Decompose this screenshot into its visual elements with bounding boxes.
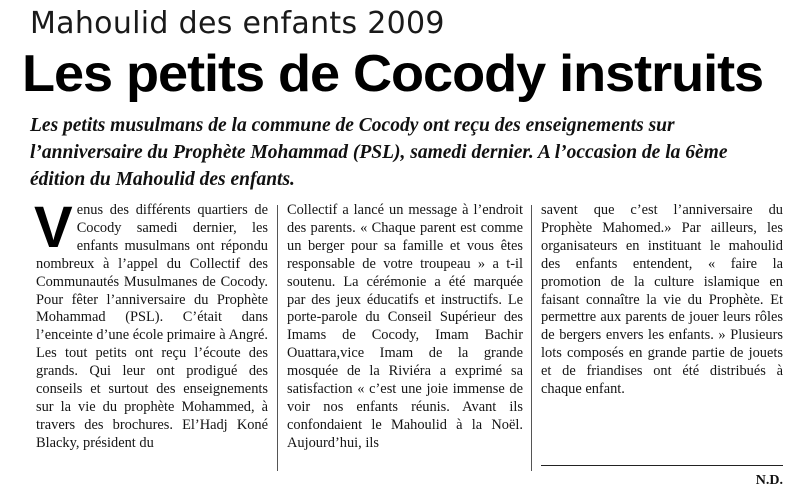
signature-rule [541,465,783,466]
article-column-2 [287,202,523,453]
article-lead: Les petits musulmans de la commune de Cocody ont reçu des enseignements sur l’anniversaire du Prophète Mohammad (PSL), samedi dernier. A l’occasion de la 6ème édition du Mahoulid des enfants. [30,115,728,190]
column-divider [277,205,278,471]
article-kicker: Mahoulid des enfants 2009 [30,6,445,41]
column-1-text: enus des différents quartiers de Cocody samedi dernier, les enfants musulmans ont répondu nombreux à l’appel du Collectif des Communautés Musulmanes de Cocody. Pour fêter l’anniversaire du Prophète Mohammad (PSL). C’était dans l’enceinte d’une école primaire à Angré. Les tout petits ont reçu l’écoute des grands. Qui leur ont prodigué des conseils et surtout des enseignements sur la vie du prophète Mohammed, à travers des brochures. El’Hadj Koné Blacky, président du [36,202,268,451]
article-signature: N.D. [755,473,783,488]
column-3-text: savent que c’est l’anniversaire du Prophète Mahomed.» Par ailleurs, les organisateurs en instituant le mahoulid des enfants entendent, « faire la promotion de la culture islamique en faisant connaître la vie du Prophète. Et permettre aux parents de jouer leurs rôles de bergers envers les enfants. » Plusieurs lots composés en grande partie de jouets et de friandises ont été distribués à chaque enfant. [541,202,783,398]
article-headline: Les petits de Cocody instruits [22,45,764,103]
column-divider [531,205,532,471]
article-column-1 [34,195,268,453]
column-2-text: Collectif a lancé un message à l’endroit des parents. « Chaque parent est comme un berger pour sa famille et vous êtes responsable de votre troupeau » a t-il soutenu. La cérémonie a été marquée par des jeux éducatifs et instructifs. Le porte-parole du Conseil Supérieur des Imams de Cocody, Imam Bachir Ouattara,vice Imam de la grande mosquée de la Riviéra a exprimé sa satisfaction « c’est une joie immense de voir nos enfants réunis. Avant ils confondaient le Mahoulid à la Noël. Aujourd’hui, ils [287,202,523,451]
article-column-3 [541,202,783,399]
drop-cap: V [34,195,73,260]
